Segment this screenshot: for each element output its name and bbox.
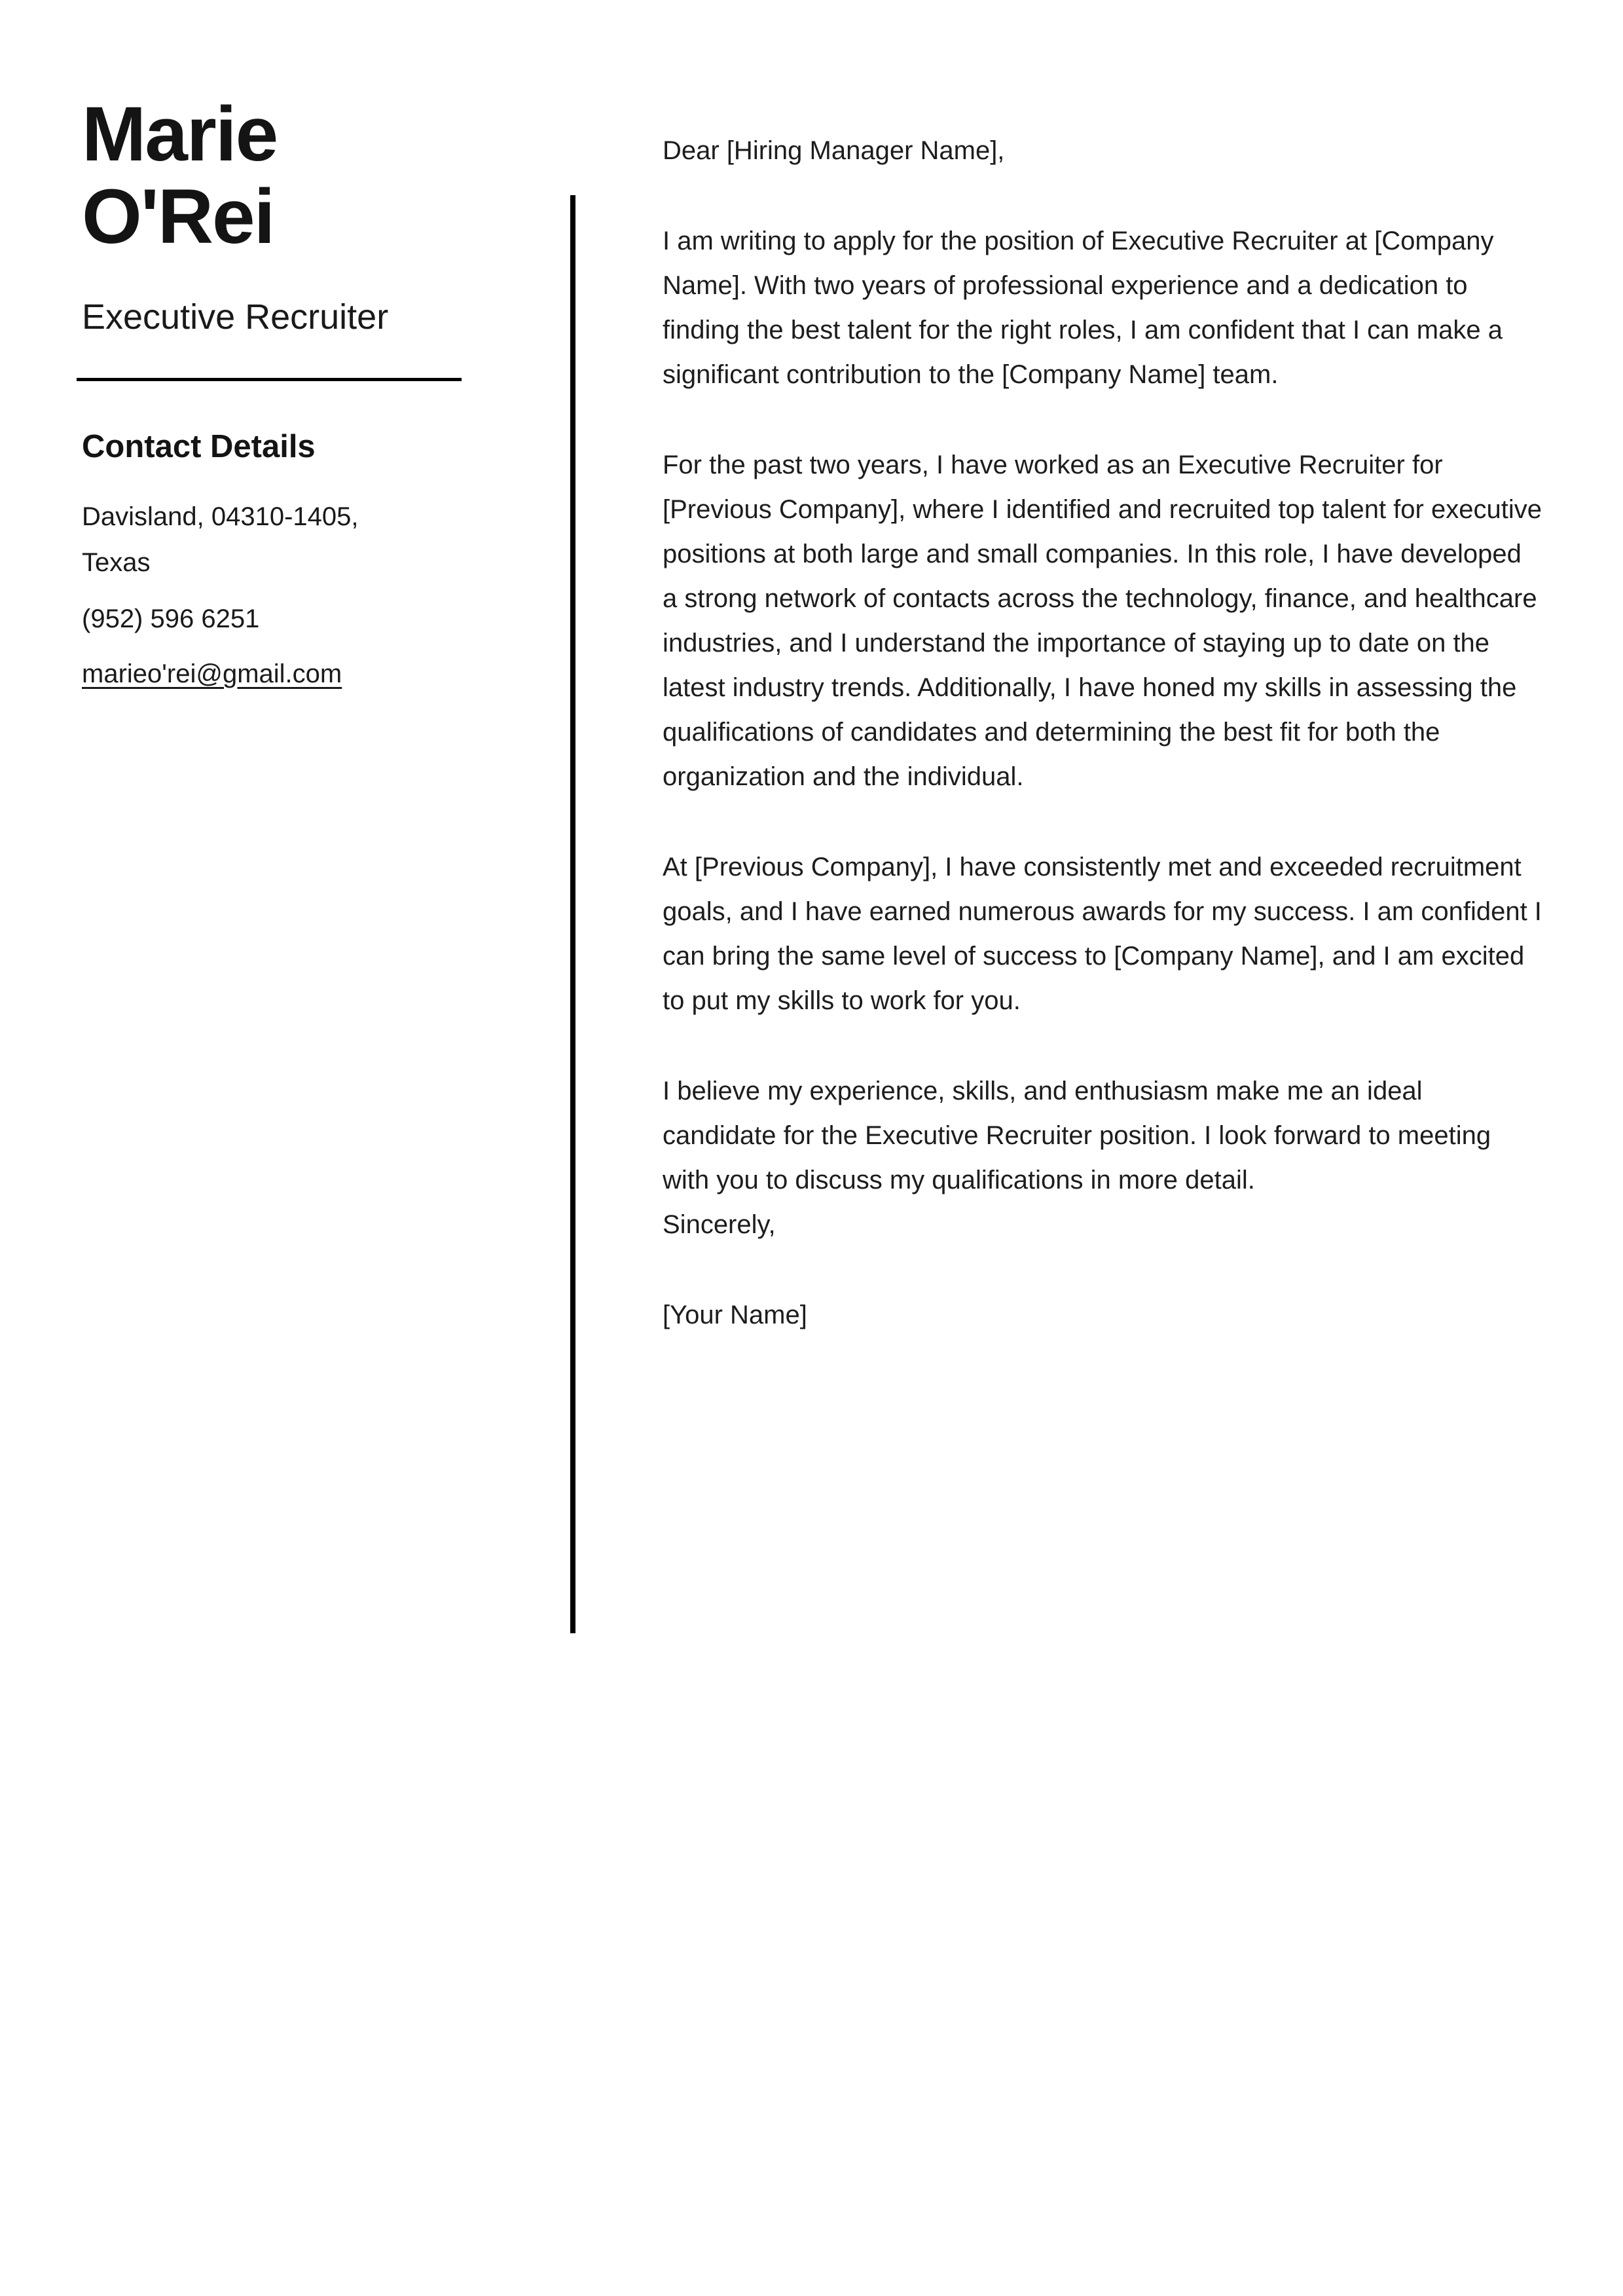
contact-phone: (952) 596 6251 <box>82 604 260 633</box>
letter-signature: [Your Name] <box>663 1301 807 1329</box>
letter-paragraphs <box>663 219 1543 1202</box>
person-name-line: Marie <box>82 91 278 177</box>
letter-paragraph: I am writing to apply for the position of Executive Recruiter at [Company Name]. With two years of professional experience and a dedication to finding the best talent for the right roles, I am confident that I can make a significant contribution to the [Company Name] team. <box>663 227 1503 389</box>
letter-paragraph: At [Previous Company], I have consistently met and exceeded recruitment goals, and I have earned numerous awards for my success. I am confident I can bring the same level of success to [Company Name], and I am excited to put my skills to work for you. <box>663 853 1542 1015</box>
content-divider-line <box>570 195 575 1633</box>
letter-paragraph: For the past two years, I have worked as an Executive Recruiter for [Previous Company], where I identified and recruited top talent for executive positions at both large and small companies. In this role, I have developed a strong network of contacts across the technology, finance, and healthcare industries, and I understand the importance of staying up to date on the latest industry trends. Additionally, I have honed my skills in assessing the qualifications of candidates and determining the best fit for both the organization and the individual. <box>663 451 1542 791</box>
sidebar <box>82 93 467 697</box>
contact-details-heading: Contact Details <box>82 428 316 464</box>
person-name-line: O'Rei <box>82 174 274 261</box>
contact-address: Davisland, 04310-1405, Texas <box>82 502 359 577</box>
letter-paragraph: I believe my experience, skills, and enthusiasm make me an ideal candidate for the Executive Recruiter position. I look forward to meeting with you to discuss my qualifications in more detail. <box>663 1077 1491 1194</box>
email-link[interactable]: marieo'rei@gmail.com <box>82 659 342 688</box>
section-divider-line <box>77 378 462 381</box>
letter-body <box>663 128 1543 1337</box>
contact-email <box>82 651 467 697</box>
person-name <box>82 93 467 259</box>
job-title: Executive Recruiter <box>82 297 389 337</box>
letter-salutation: Dear [Hiring Manager Name], <box>663 136 1005 165</box>
letter-closing: Sincerely, <box>663 1210 776 1239</box>
